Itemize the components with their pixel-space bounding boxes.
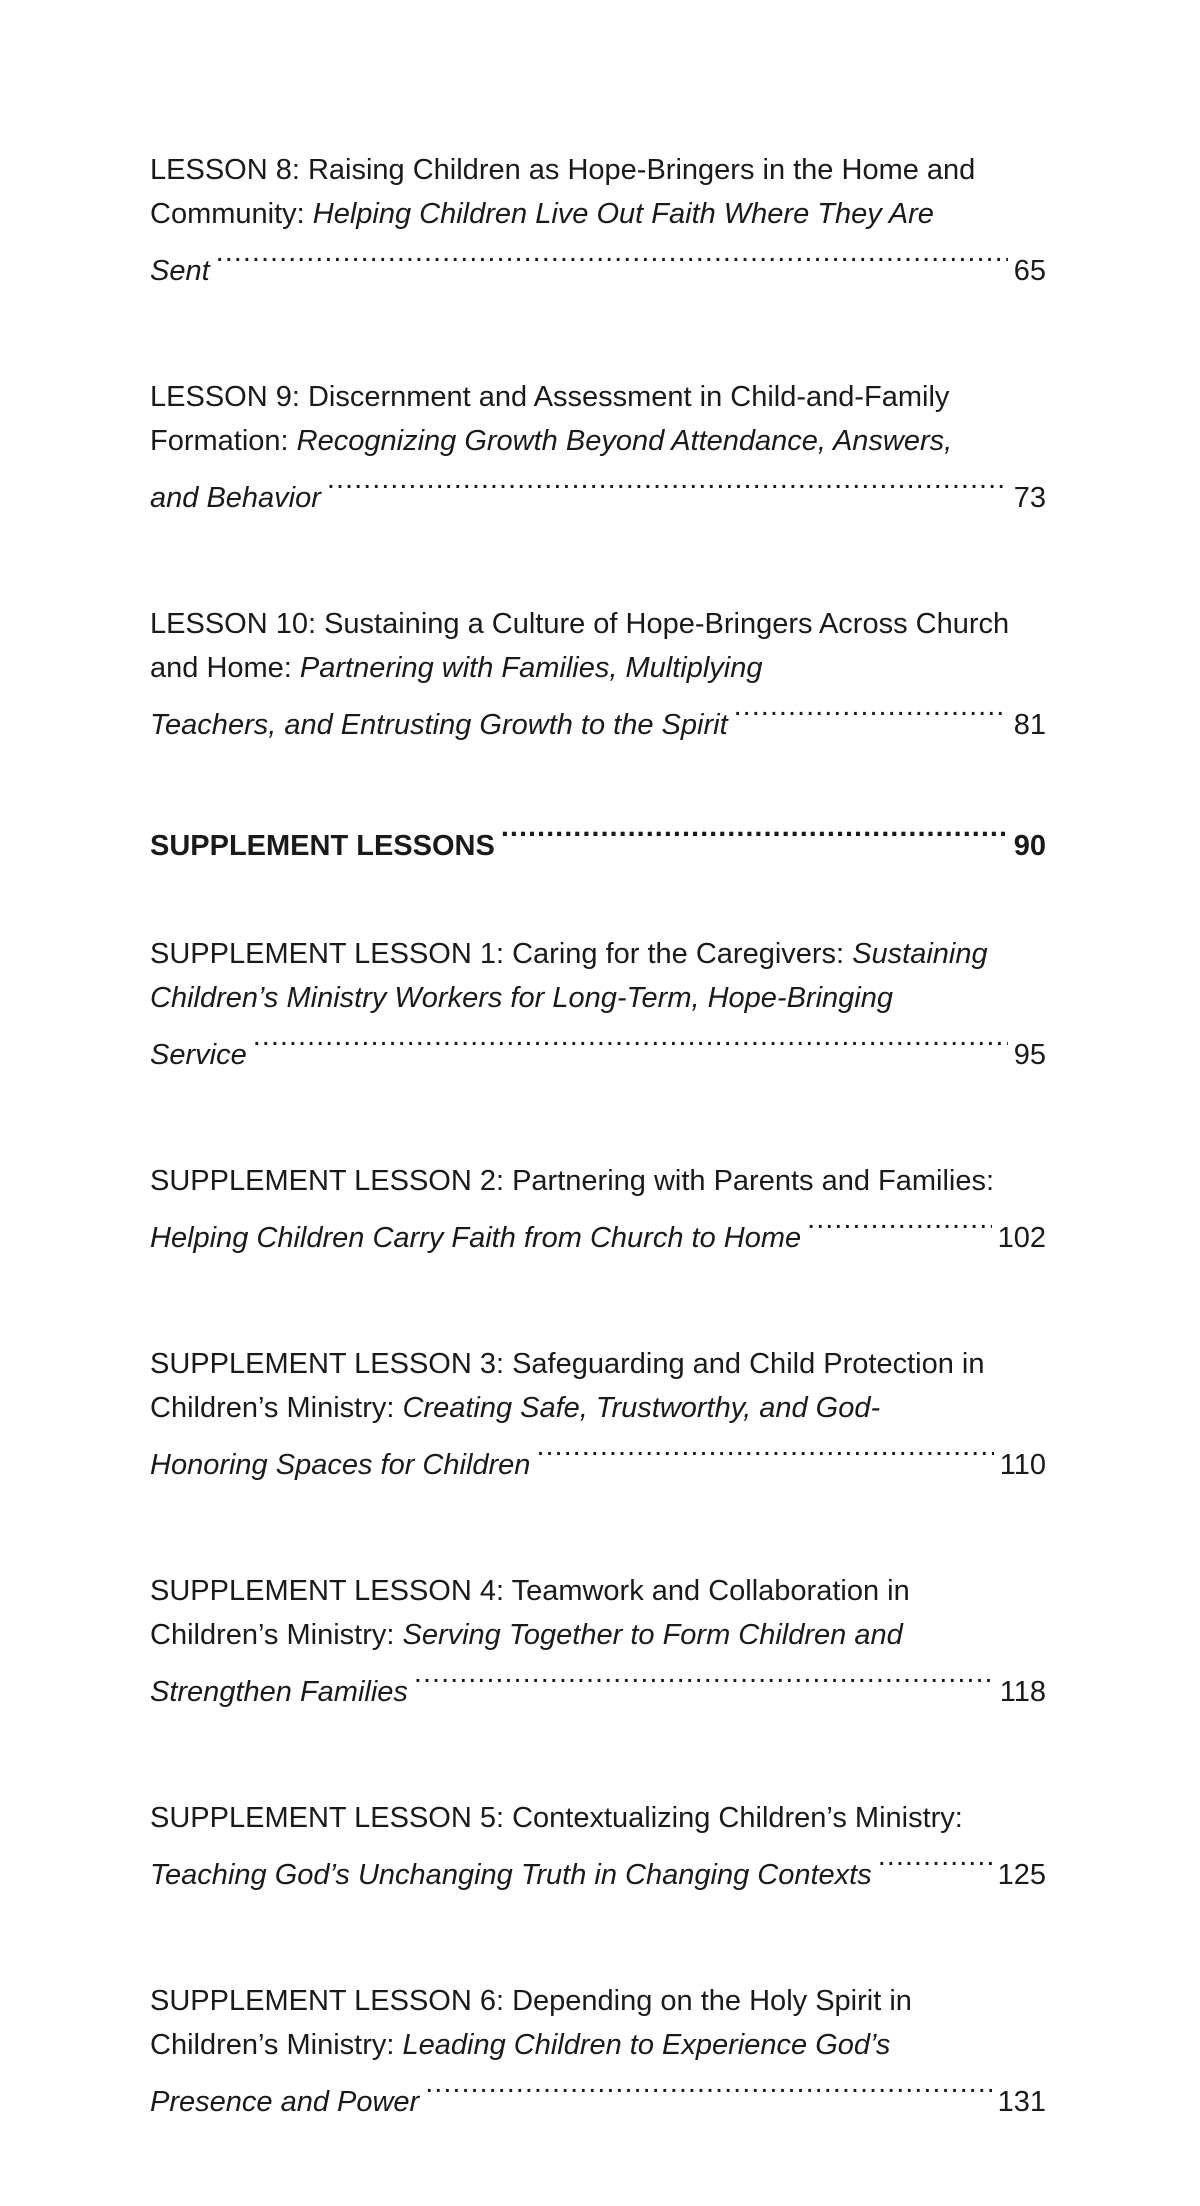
toc-entry-subtitle: Sustaining Children’s Ministry Workers for Long-Term, Hope-Bringing: [150, 938, 988, 1014]
toc-entry-last-line: [150, 1430, 1046, 1487]
toc-entry-supplement-6: [150, 1979, 1046, 2124]
page-number: 95: [1013, 1039, 1046, 1071]
toc-entry-supplement-5: [150, 1796, 1046, 1897]
toc-entry-lesson-8: [150, 148, 1046, 293]
toc-entry-title-plain: SUPPLEMENT LESSON 5: Contextualizing Children’s Ministry:: [150, 1802, 963, 1834]
toc-entry-last-line: [150, 236, 1046, 293]
toc-entry-subtitle: Partnering with Families, Multiplying: [299, 652, 763, 684]
dot-leader: [734, 690, 1008, 734]
page-number: 118: [999, 1676, 1046, 1708]
section-title: SUPPLEMENT LESSONS: [150, 830, 495, 862]
toc-entry-title: [150, 1796, 1046, 1840]
toc-section-line: [150, 811, 1046, 868]
toc-entry-title: [150, 1979, 1046, 2067]
page-number: 125: [997, 1859, 1046, 1891]
toc-entry-subtitle-end: Teaching God’s Unchanging Truth in Changing Contexts: [150, 1859, 872, 1891]
toc-entry-supplement-2: [150, 1159, 1046, 1260]
toc-entry-last-line: [150, 1657, 1046, 1714]
toc-entry-title: [150, 1159, 1046, 1203]
toc-entry-title-plain: SUPPLEMENT LESSON 3: Safeguarding and Child Protection in Children’s Ministry:: [150, 1348, 985, 1424]
dot-leader: [253, 1020, 1008, 1064]
dot-leader: [501, 811, 1008, 855]
dot-leader: [878, 1840, 992, 1884]
toc-entry-title: [150, 148, 1046, 236]
toc-entry-subtitle-end: Sent: [150, 255, 210, 287]
toc-entry-title-plain: LESSON 10: Sustaining a Culture of Hope-Bringers Across Church and Home:: [150, 608, 1010, 684]
toc-entry-subtitle: Creating Safe, Trustworthy, and God-: [402, 1392, 881, 1424]
toc-entry-last-line: [150, 1840, 1046, 1897]
toc-entry-title: [150, 602, 1046, 690]
dot-leader: [216, 236, 1008, 280]
toc-entry-subtitle: Recognizing Growth Beyond Attendance, Answers,: [296, 425, 953, 457]
toc-entry-supplement-4: [150, 1569, 1046, 1714]
toc-entry-lesson-10: [150, 602, 1046, 747]
toc-entry-title-plain: SUPPLEMENT LESSON 2: Partnering with Parents and Families:: [150, 1165, 995, 1197]
toc-entry-subtitle-end: Service: [150, 1039, 247, 1071]
page-number: 131: [997, 2086, 1046, 2118]
page-number: 65: [1013, 255, 1046, 287]
page-number: 110: [999, 1449, 1046, 1481]
table-of-contents: [150, 148, 1046, 2206]
toc-entry-subtitle: Serving Together to Form Children and: [402, 1619, 903, 1651]
dot-leader: [807, 1203, 991, 1247]
toc-entry-title: [150, 1569, 1046, 1657]
toc-entry-title: [150, 375, 1046, 463]
dot-leader: [327, 463, 1008, 507]
dot-leader: [425, 2067, 991, 2111]
toc-entry-subtitle-end: Honoring Spaces for Children: [150, 1449, 531, 1481]
toc-entry-subtitle-end: Teachers, and Entrusting Growth to the Spirit: [150, 709, 728, 741]
toc-section-supplement-lessons: [150, 811, 1046, 868]
dot-leader: [536, 1430, 993, 1474]
toc-entry-subtitle: Helping Children Live Out Faith Where They Are: [312, 198, 934, 230]
toc-entry-title: [150, 1342, 1046, 1430]
toc-entry-subtitle-end: Presence and Power: [150, 2086, 420, 2118]
toc-entry-subtitle-end: and Behavior: [150, 482, 321, 514]
page-number: 90: [1013, 830, 1046, 862]
toc-entry-title-plain: SUPPLEMENT LESSON 6: Depending on the Holy Spirit in Children’s Ministry:: [150, 1985, 912, 2061]
toc-entry-lesson-9: [150, 375, 1046, 520]
page-number: 102: [997, 1222, 1046, 1254]
toc-entry-subtitle: Leading Children to Experience God’s: [402, 2029, 891, 2061]
toc-entry-title-plain: LESSON 9: Discernment and Assessment in Child-and-Family Formation:: [150, 381, 950, 457]
toc-entry-title-plain: SUPPLEMENT LESSON 4: Teamwork and Collaboration in Children’s Ministry:: [150, 1575, 910, 1651]
toc-entry-title-plain: SUPPLEMENT LESSON 1: Caring for the Caregivers:: [150, 938, 853, 970]
toc-entry-subtitle-end: Helping Children Carry Faith from Church to Home: [150, 1222, 802, 1254]
toc-entry-last-line: [150, 1020, 1046, 1077]
toc-entry-last-line: [150, 2067, 1046, 2124]
toc-entry-title: [150, 932, 1046, 1020]
toc-entry-title-plain: LESSON 8: Raising Children as Hope-Bringers in the Home and Community:: [150, 154, 976, 230]
dot-leader: [414, 1657, 994, 1701]
page-number: 81: [1013, 709, 1046, 741]
toc-entry-last-line: [150, 463, 1046, 520]
toc-entry-supplement-1: [150, 932, 1046, 1077]
toc-entry-last-line: [150, 690, 1046, 747]
toc-entry-subtitle-end: Strengthen Families: [150, 1676, 408, 1708]
page-number: 73: [1013, 482, 1046, 514]
toc-entry-supplement-3: [150, 1342, 1046, 1487]
toc-entry-last-line: [150, 1203, 1046, 1260]
